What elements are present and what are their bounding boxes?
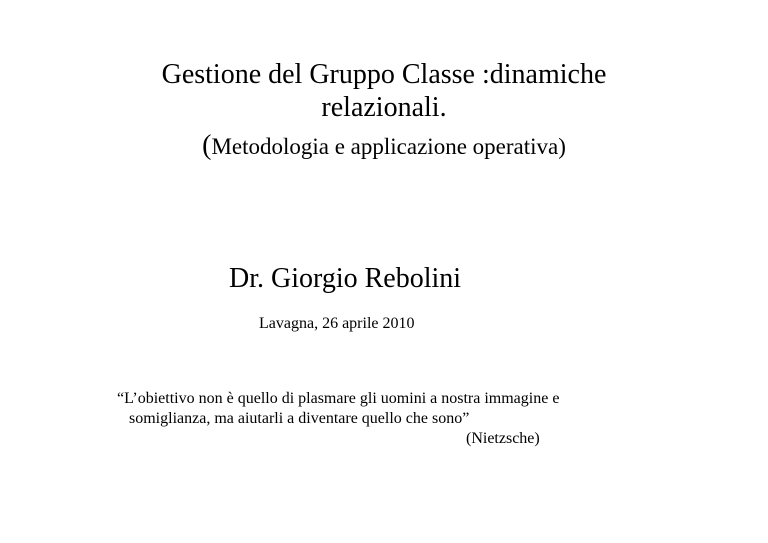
- subtitle: [0, 130, 768, 162]
- subtitle-open-paren: (: [202, 130, 212, 161]
- title-line-1: Gestione del Gruppo Classe :dinamiche: [161, 59, 607, 90]
- quote-line-1: “L’obiettivo non è quello di plasmare gli uomini a nostra immagine e: [117, 390, 560, 407]
- place-date: Lavagna, 26 aprile 2010: [259, 315, 415, 332]
- author-name: Dr. Giorgio Rebolini: [229, 263, 462, 294]
- title-line-2: relazionali.: [321, 92, 447, 123]
- title-block: [0, 58, 768, 162]
- quote-attribution: (Nietzsche): [466, 430, 540, 447]
- subtitle-text: Metodologia e applicazione operativa): [211, 134, 566, 159]
- quote-line-2: somiglianza, ma aiutarli a diventare quello che sono”: [129, 410, 470, 427]
- quote: [117, 389, 559, 429]
